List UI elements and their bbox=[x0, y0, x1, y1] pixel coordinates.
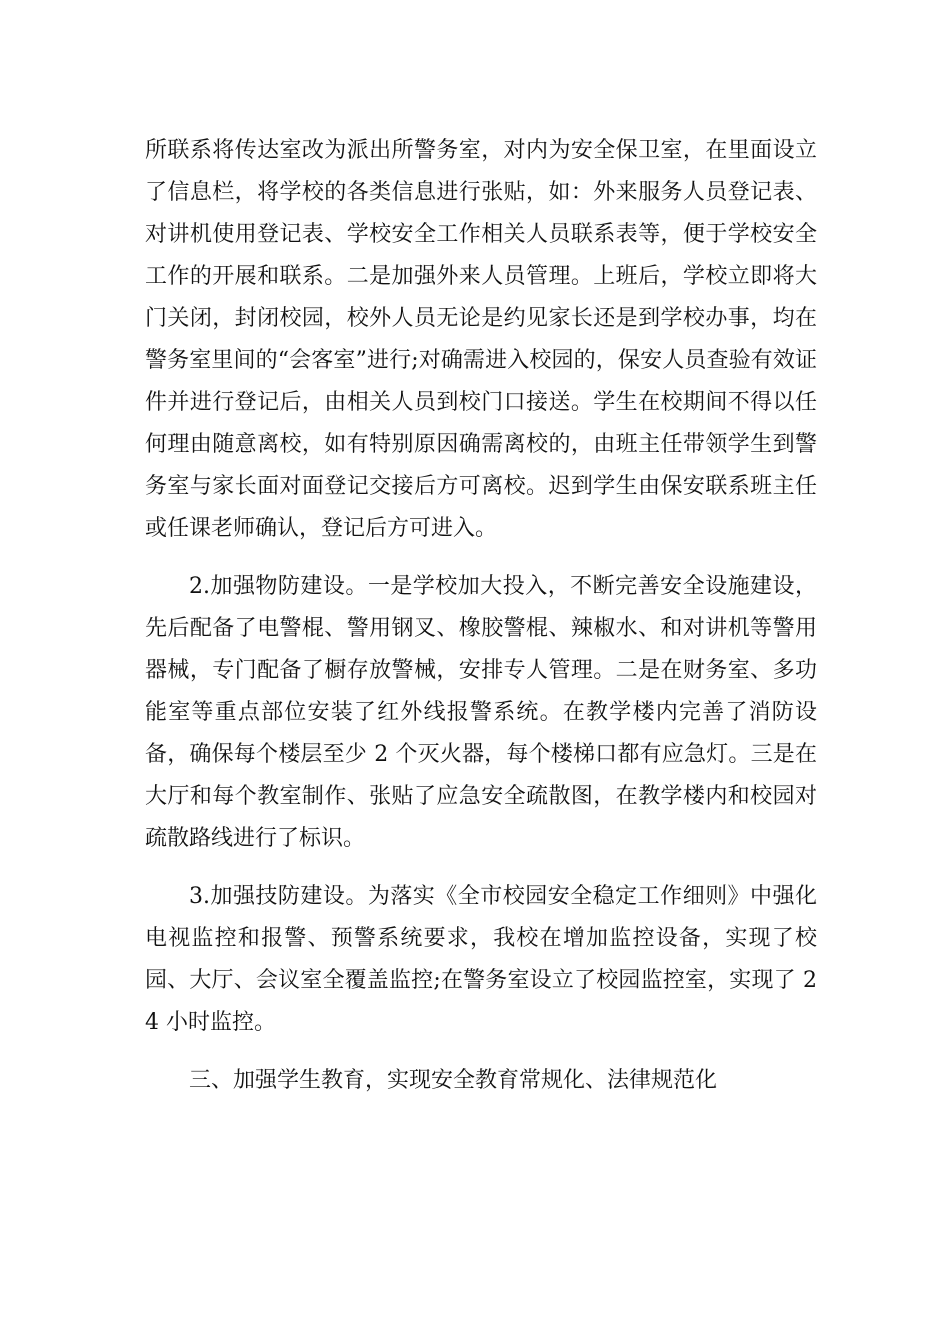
paragraph-technical-defense: 3.加强技防建设。为落实《全市校园安全稳定工作细则》中强化电视监控和报警、预警系统要求，我校在增加监控设备，实现了校园、大厅、会议室全覆盖监控;在警务室设立了校园监控室，实现了 24 小时监控。 bbox=[145, 884, 817, 1035]
paragraph-physical-defense: 2.加强物防建设。一是学校加大投入，不断完善安全设施建设，先后配备了电警棍、警用钢叉、橡胶警棍、辣椒水、和对讲机等警用器械，专门配备了橱存放警械，安排专人管理。二是在财务室、多功能室等重点部位安装了红外线报警系统。在教学楼内完善了消防设备，确保每个楼层至少 2 个灭火器，每个楼梯口都有应急灯。三是在大厅和每个教室制作、张贴了应急安全疏散图，在教学楼内和校园对疏散路线进行了标识。 bbox=[145, 574, 817, 851]
document-body bbox=[145, 130, 817, 1102]
section-heading: 三、加强学生教育，实现安全教育常规化、法律规范化 bbox=[189, 1068, 718, 1093]
paragraph-security-room: 所联系将传达室改为派出所警务室，对内为安全保卫室，在里面设立了信息栏，将学校的各类信息进行张贴，如：外来服务人员登记表、对讲机使用登记表、学校安全工作相关人员联系表等，便于学校安全工作的开展和联系。二是加强外来人员管理。上班后，学校立即将大门关闭，封闭校园，校外人员无论是约见家长还是到学校办事，均在警务室里间的“会客室”进行;对确需进入校园的，保安人员查验有效证件并进行登记后，由相关人员到校门口接送。学生在校期间不得以任何理由随意离校，如有特别原因确需离校的，由班主任带领学生到警务室与家长面对面登记交接后方可离校。迟到学生由保安联系班主任或任课老师确认，登记后方可进入。 bbox=[145, 138, 817, 541]
